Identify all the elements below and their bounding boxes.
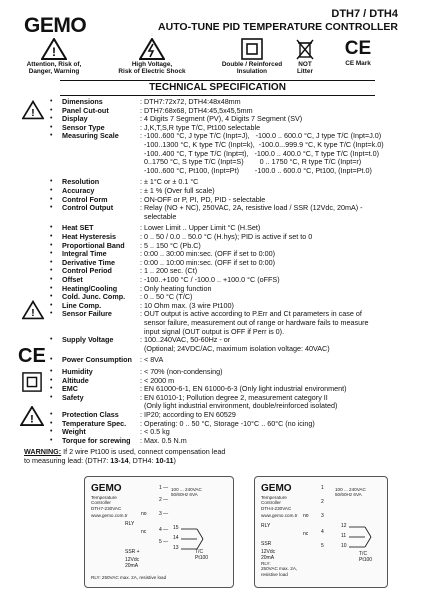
diagram-website: www.gemo.com.tr	[91, 513, 128, 518]
spec-value-line: : ON-OFF or P, PI, PD, PID - selectable	[140, 194, 266, 204]
bullet-icon: •	[50, 376, 53, 384]
warning-label: WARNING:	[24, 447, 62, 456]
spec-value-line: : ± 1°C or ± 0.1 °C	[140, 177, 199, 187]
spec-label: Power Consumption	[62, 355, 132, 365]
diagram-supply: 100 ... 240VAC 50/60Hz 6VA	[335, 487, 366, 498]
spec-label: Control Form	[62, 194, 108, 204]
spec-value-line: : IP20; according to EN 60529	[140, 410, 236, 419]
bullet-icon: •	[50, 419, 53, 427]
bullet-icon: •	[50, 233, 53, 240]
icon-caption: CE Mark	[345, 60, 371, 67]
spec-label: Control Output	[62, 203, 114, 213]
relay-label: nc	[141, 529, 147, 535]
spec-label: Cold. Junc. Comp.	[62, 292, 126, 302]
ssr-label: 12Vdc 20mA	[125, 557, 140, 569]
spec-value-line: : Lower Limit .. Upper Limit °C (H.Set)	[140, 223, 261, 233]
spec-value-line: sensor failure, measurement out of range or hardware fails to measure	[140, 317, 369, 327]
spec-value-line: : < 70% (non-condensing)	[140, 367, 223, 376]
diagram-subtitle: Temperature Controller DTH4-230VAC	[261, 495, 292, 511]
terminal-label: 13	[173, 545, 179, 551]
relay-label: RLY	[261, 523, 271, 529]
spec-value-line: -100..1300 °C, K type T/C (Inpt=k), -100.0...999.9 °C, K type T/C (Inpt=k.0)	[140, 139, 384, 149]
svg-text:!: !	[31, 307, 35, 319]
spec-value-line: : ± 1 % (Over full scale)	[140, 186, 215, 195]
bullet-icon: •	[50, 224, 53, 232]
icon-caption: Double / Reinforced	[221, 61, 283, 68]
icon-caption: NOT	[298, 61, 312, 68]
spec-label: Safety	[62, 392, 84, 402]
attention-icon	[22, 300, 44, 320]
spec-value-line: : -100..+100 °C / -100.0 .. +100.0 °C (oFFS)	[140, 275, 280, 284]
bullet-icon: •	[50, 132, 53, 140]
spec-label: Heat SET	[62, 223, 94, 233]
bullet-icon: •	[50, 98, 53, 105]
spec-label: Derivative Time	[62, 257, 116, 267]
spec-value-line: : 0:00 .. 10:00 min:sec. (OFF if set to 0:00)	[140, 257, 276, 267]
spec-label: Offset	[62, 275, 83, 284]
ssr-label: SSR +	[125, 549, 140, 555]
terminal-label: 3	[321, 513, 324, 519]
relay-label: RLY	[125, 521, 135, 527]
warning-text: If 2 wire Pt100 is used, connect compensation lead	[61, 447, 226, 456]
spec-value	[140, 204, 418, 221]
spec-value	[140, 368, 418, 377]
spec-label: Accuracy	[62, 186, 95, 195]
section-title: TECHNICAL SPECIFICATION	[60, 80, 375, 96]
relay-label: no	[141, 511, 147, 517]
terminal-label: 12	[341, 523, 347, 529]
spec-value	[140, 437, 418, 446]
spec-value-line: : Max. 0.5 N.m	[140, 435, 187, 445]
brand-logo: GEMO	[24, 14, 87, 37]
bullet-icon: •	[50, 115, 53, 123]
spec-value-line: 0..1750 °C, S type T/C (Inpt=S) 0 .. 1750 °C, R type T/C (Inpt=r)	[140, 157, 362, 167]
warning-terminal-dth7: 13-14	[110, 455, 129, 465]
spec-label: Torque for screwing	[62, 435, 131, 445]
bullet-icon: •	[50, 428, 53, 436]
spec-value-line: selectable	[140, 211, 177, 221]
spec-value-line: : EN 61000-6-1, EN 61000-6-3 (Only light industrial environment)	[140, 384, 347, 394]
spec-value-line: : Operating: 0 .. 50 °C, Storage -10°C .. 60°C (no icing)	[140, 418, 315, 428]
spec-value-line: : Only heating function	[140, 283, 212, 293]
bullet-icon: •	[50, 258, 53, 266]
terminal-label: 5 —	[159, 539, 169, 545]
spec-label: Weight	[62, 427, 86, 437]
bullet-icon: •	[50, 310, 53, 318]
bullet-icon: •	[50, 250, 53, 258]
spec-value-line: : 5 .. 150 °C (Pb.C)	[140, 240, 201, 250]
spec-value-line: : < 2000 m	[140, 375, 175, 385]
warning-text: , DTH4:	[128, 455, 156, 465]
wiring-diagram-dth4	[254, 476, 388, 588]
spec-value-line: : < 8VA	[140, 355, 164, 365]
spec-label: Display	[62, 114, 88, 124]
bullet-icon: •	[50, 411, 53, 418]
spec-label: Control Period	[62, 266, 112, 276]
warning-text: )	[173, 455, 176, 465]
spec-value-line: -100..600 °C, Pt100, (Inpt=Pt) -100.0 .. 600.0 °C, Pt100, (Inpt=Pt.0)	[140, 165, 372, 175]
icon-caption: High Voltage,	[131, 61, 173, 68]
ssr-label: SSR	[261, 541, 272, 547]
sensor-label: T/C Pt100	[195, 549, 209, 561]
warning-note	[24, 448, 404, 465]
spec-value-line: : EN 61010-1; Pollution degree 2, measurement category II	[140, 392, 328, 402]
spec-value	[140, 356, 418, 365]
spec-label: Humidity	[62, 367, 93, 376]
spec-label: Temperature Spec.	[62, 418, 127, 428]
icon-caption: Attention, Risk of,	[26, 61, 82, 68]
icon-caption: Litter	[297, 68, 313, 75]
spec-value-line: input signal (OUT output is OFF if Perr is 0).	[140, 326, 285, 336]
spec-label: Proportional Band	[62, 240, 125, 250]
diagram-logo: GEMO	[91, 483, 122, 494]
spec-value-line: : 0 .. 50 °C (T/C)	[140, 292, 193, 302]
spec-label: Integral Time	[62, 249, 107, 259]
warning-text: to measuring lead: (DTH7:	[24, 455, 111, 465]
bullet-icon: •	[50, 385, 53, 393]
spec-value-line: : DTH7:72x72, DTH4:48x48mm	[140, 97, 241, 106]
ce-mark-icon: CE CE Mark	[328, 38, 388, 67]
spec-label: Sensor Type	[62, 122, 105, 132]
not-litter-icon	[280, 38, 330, 75]
bullet-icon: •	[50, 178, 53, 186]
bullet-icon: •	[50, 393, 53, 401]
ce-mark-icon: CE	[18, 345, 46, 367]
spec-value-line: : < 0.5 kg	[140, 427, 170, 437]
spec-value-line: : OUT output is active according to P.Err and Ct parameters in case of	[140, 309, 362, 319]
bullet-icon: •	[50, 187, 53, 194]
icon-caption: Danger, Warning	[28, 68, 80, 75]
terminal-label: 2	[321, 499, 324, 505]
spec-value-line: -100..400 °C, T type T/C (Inpt=t), -100.0 .. 400.0 °C, T type T/C (Inpt=t.0)	[140, 148, 380, 158]
spec-value-line: (Only light industrial environment, double/reinforced isolated)	[140, 401, 338, 411]
spec-label: Altitude	[62, 375, 89, 385]
spec-value-line: : -100..600 °C, J type T/C (Inpt=J), -100.0 .. 600.0 °C, J type T/C (Inpt=J.0)	[140, 131, 382, 141]
spec-value	[140, 394, 418, 411]
bullet-icon: •	[50, 195, 53, 203]
spec-label: Panel Cut-out	[62, 105, 109, 115]
bullet-icon: •	[50, 284, 53, 292]
bullet-icon: •	[50, 301, 53, 309]
terminal-label: 5	[321, 543, 324, 549]
spec-label: Line Comp.	[62, 300, 102, 310]
warning-terminal-dth4: 10-11	[155, 455, 174, 465]
spec-value-line: : Relay (NO + NC), 250VAC, 2A, resistive load / SSR (12Vdc, 20mA) -	[140, 203, 363, 213]
terminal-label: 2 —	[159, 497, 169, 503]
relay-label: no	[303, 513, 309, 519]
model-number: DTH7 / DTH4	[331, 8, 398, 20]
spec-label: Dimensions	[62, 97, 103, 106]
svg-text:!: !	[30, 413, 34, 426]
bullet-icon: •	[50, 204, 53, 212]
terminal-label: 1	[321, 485, 324, 491]
spec-label: Heat Hysteresis	[62, 232, 116, 241]
spec-value	[140, 420, 418, 429]
bullet-icon: •	[50, 356, 53, 364]
bullet-icon: •	[50, 241, 53, 249]
spec-value-line: : J,K,T,S,R type T/C, Pt100 selectable	[140, 122, 261, 132]
terminal-label: 11	[341, 533, 347, 539]
spec-value-line: : DTH7:68x68, DTH4:45,5x45,5mm	[140, 105, 253, 115]
diagram-website: www.gemo.com.tr	[261, 513, 298, 518]
terminal-label: 4	[321, 529, 324, 535]
bullet-icon: •	[50, 436, 53, 444]
bullet-icon: •	[50, 106, 53, 114]
spec-value-line: : 0 .. 50 / 0.0 .. 50.0 °C (H.hys); PID is active if set to 0	[140, 232, 313, 241]
spec-value-line: : 4 Digits 7 Segment (PV), 4 Digits 7 Segment (SV)	[140, 114, 303, 124]
spec-label: Heating/Cooling	[62, 283, 118, 293]
diagram-note: RLY: 250VAC max. 2A, resistive load	[261, 561, 298, 577]
attention-icon	[22, 100, 44, 120]
svg-text:!: !	[52, 45, 56, 59]
terminal-label: 15	[173, 525, 179, 531]
svg-text:!: !	[31, 107, 35, 119]
attention-icon	[20, 406, 44, 426]
spec-value	[140, 132, 418, 175]
bullet-icon: •	[50, 293, 53, 301]
attention-icon	[14, 38, 94, 75]
spec-value-line: : 10 Ohm max. (3 wire Pt100)	[140, 300, 234, 310]
relay-label: nc	[303, 531, 309, 537]
high-voltage-icon	[104, 38, 200, 75]
bullet-icon: •	[50, 267, 53, 275]
icon-caption: Risk of Electric Shock	[118, 68, 186, 75]
spec-label: Measuring Scale	[62, 131, 119, 141]
bullet-icon: •	[50, 276, 53, 283]
spec-value-line: : 100..240VAC, 50-60Hz - or	[140, 335, 231, 345]
document-title: AUTO-TUNE PID TEMPERATURE CONTROLLER	[158, 21, 398, 33]
spec-value-line: (Optional; 24VDC/AC, maximum isolation voltage: 40VAC)	[140, 343, 330, 353]
diagram-note: RLY: 250VAC max. 2A, resistive load	[91, 575, 167, 580]
ssr-label: 12Vdc 20mA	[261, 549, 276, 561]
spec-value	[140, 336, 418, 353]
spec-label: Sensor Failure	[62, 309, 112, 319]
bullet-icon: •	[50, 368, 53, 375]
bullet-icon: •	[50, 123, 53, 131]
terminal-label: 14	[173, 535, 179, 541]
icon-caption: Insulation	[236, 68, 268, 75]
spec-value-line: : 0:00 .. 30:00 min:sec. (OFF if set to 0:00)	[140, 249, 276, 259]
sensor-label: T/C Pt100	[359, 551, 373, 563]
diagram-subtitle: Temperature Controller DTH7-230VAC	[91, 495, 122, 511]
wiring-diagram-dth7	[84, 476, 234, 588]
diagram-supply: 100 ... 240VAC 50/60Hz 6VA	[171, 487, 202, 498]
sensor-symbol-icon	[181, 525, 209, 553]
diagram-logo: GEMO	[261, 483, 292, 494]
terminal-label: 3 —	[159, 511, 169, 517]
spec-label: Resolution	[62, 177, 100, 187]
bullet-icon: •	[50, 336, 53, 344]
spec-label: Supply Voltage	[62, 335, 114, 345]
sensor-symbol-icon	[349, 523, 377, 551]
terminal-label: 10	[341, 543, 347, 549]
spec-value	[140, 310, 418, 336]
double-insulation-icon	[22, 372, 42, 392]
spec-label: EMC	[62, 384, 78, 394]
terminal-label: 4 —	[159, 527, 169, 533]
spec-label: Protection Class	[62, 410, 119, 419]
terminal-label: 1 —	[159, 485, 169, 491]
spec-value-line: : 1 .. 200 sec. (Ct)	[140, 266, 198, 276]
